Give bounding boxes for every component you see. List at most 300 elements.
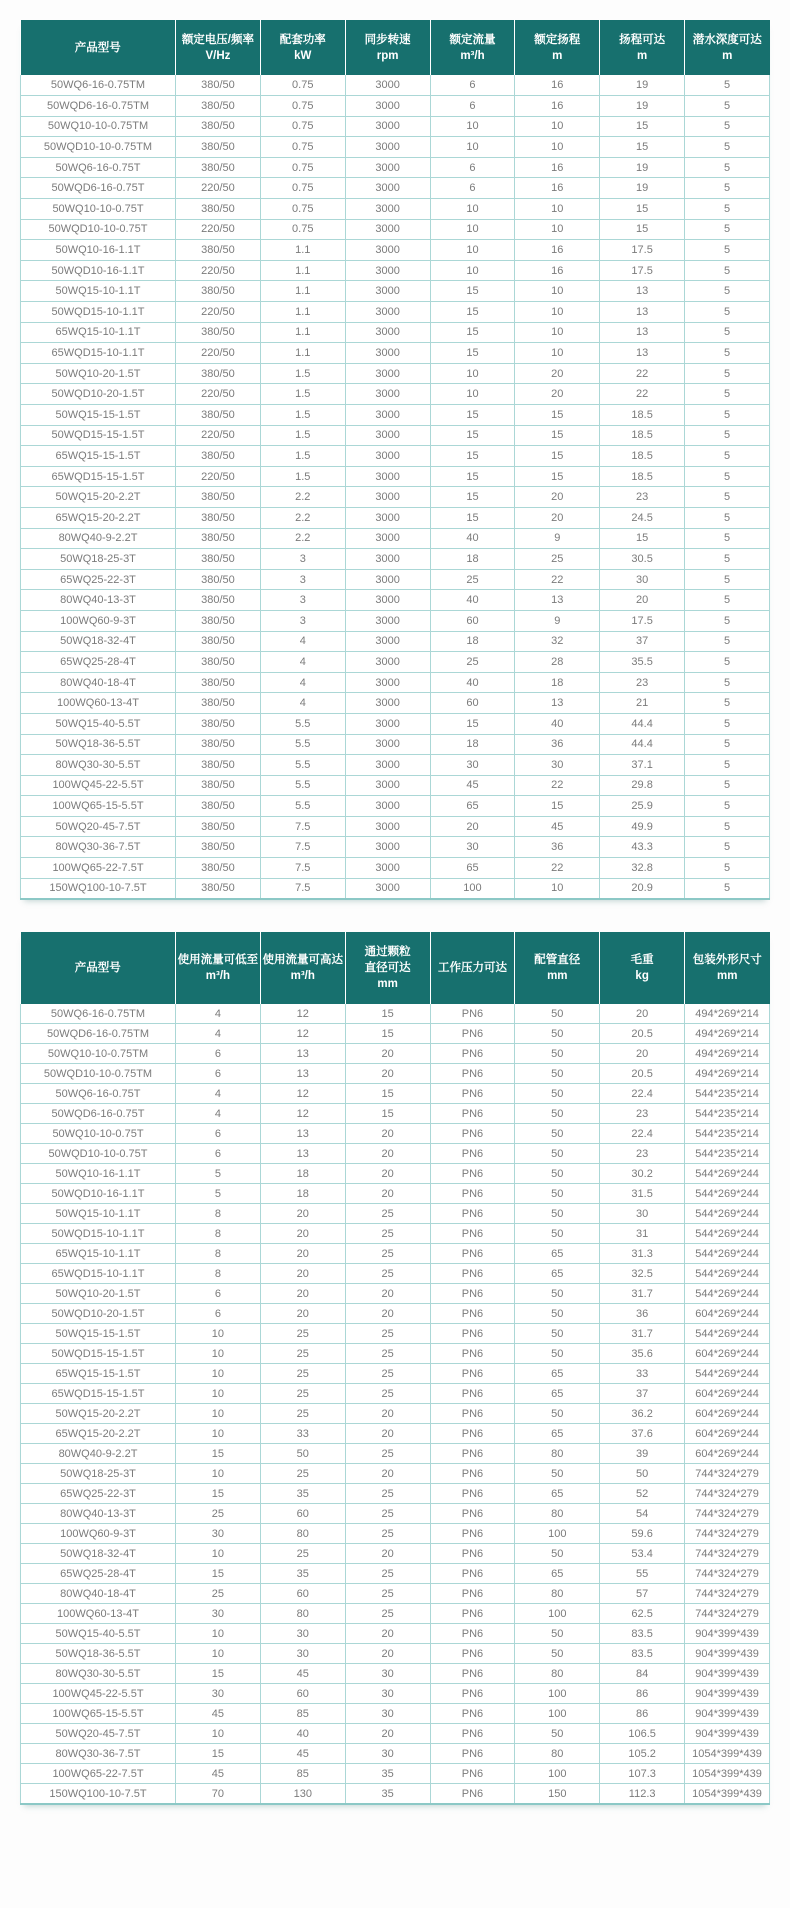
cell-pipe-diameter: 50 xyxy=(515,1404,600,1424)
cell-pipe-diameter: 50 xyxy=(515,1104,600,1124)
table-row xyxy=(21,1184,770,1204)
cell-package-size: 604*269*244 xyxy=(685,1424,770,1444)
cell-max-flow: 20 xyxy=(260,1304,345,1324)
cell-rated-head: 15 xyxy=(515,796,600,817)
header-line: 使用流量可低至 xyxy=(177,953,259,966)
cell-model: 50WQ20-45-7.5T xyxy=(21,1724,176,1744)
cell-min-flow: 6 xyxy=(176,1064,261,1084)
cell-model: 50WQ18-36-5.5T xyxy=(21,1644,176,1664)
cell-working-pressure: PN6 xyxy=(430,1184,515,1204)
cell-voltage-frequency: 380/50 xyxy=(176,775,261,796)
cell-min-flow: 6 xyxy=(176,1144,261,1164)
cell-working-pressure: PN6 xyxy=(430,1524,515,1544)
cell-submersion-depth: 5 xyxy=(685,878,770,899)
cell-max-flow: 33 xyxy=(260,1424,345,1444)
cell-particle-diameter: 15 xyxy=(345,1084,430,1104)
cell-model: 50WQD10-10-0.75TM xyxy=(21,1064,176,1084)
table-row xyxy=(21,1664,770,1684)
cell-model: 80WQ30-30-5.5T xyxy=(21,1664,176,1684)
cell-model: 50WQD6-16-0.75TM xyxy=(21,1024,176,1044)
cell-particle-diameter: 25 xyxy=(345,1344,430,1364)
cell-submersion-depth: 5 xyxy=(685,302,770,323)
cell-power: 3 xyxy=(260,549,345,570)
cell-particle-diameter: 25 xyxy=(345,1364,430,1384)
cell-max-head: 15 xyxy=(600,219,685,240)
cell-model: 100WQ65-15-5.5T xyxy=(21,1704,176,1724)
cell-model: 50WQ6-16-0.75T xyxy=(21,157,176,178)
table-row xyxy=(21,219,770,240)
header-line: 配管直径 xyxy=(534,953,581,966)
cell-package-size: 744*324*279 xyxy=(685,1584,770,1604)
cell-power: 1.1 xyxy=(260,240,345,261)
table-row xyxy=(21,672,770,693)
cell-model: 80WQ40-9-2.2T xyxy=(21,528,176,549)
cell-voltage-frequency: 380/50 xyxy=(176,652,261,673)
cell-pipe-diameter: 65 xyxy=(515,1424,600,1444)
cell-submersion-depth: 5 xyxy=(685,75,770,96)
cell-max-flow: 35 xyxy=(260,1484,345,1504)
cell-working-pressure: PN6 xyxy=(430,1244,515,1264)
cell-rated-head: 22 xyxy=(515,775,600,796)
table-row xyxy=(21,1624,770,1644)
cell-gross-weight: 31 xyxy=(600,1224,685,1244)
cell-voltage-frequency: 380/50 xyxy=(176,75,261,96)
cell-rated-flow: 15 xyxy=(430,343,515,364)
cell-model: 80WQ30-30-5.5T xyxy=(21,755,176,776)
cell-min-flow: 15 xyxy=(176,1444,261,1464)
cell-submersion-depth: 5 xyxy=(685,425,770,446)
cell-rated-flow: 10 xyxy=(430,137,515,158)
cell-model: 50WQ15-15-1.5T xyxy=(21,1324,176,1344)
cell-submersion-depth: 5 xyxy=(685,219,770,240)
cell-rated-flow: 60 xyxy=(430,610,515,631)
header-line: 额定电压/频率 xyxy=(181,33,255,46)
cell-power: 0.75 xyxy=(260,219,345,240)
cell-model: 100WQ65-22-7.5T xyxy=(21,858,176,879)
cell-rated-flow: 10 xyxy=(430,219,515,240)
cell-max-flow: 45 xyxy=(260,1744,345,1764)
cell-speed: 3000 xyxy=(345,631,430,652)
cell-max-flow: 25 xyxy=(260,1404,345,1424)
cell-power: 1.5 xyxy=(260,405,345,426)
cell-submersion-depth: 5 xyxy=(685,199,770,220)
cell-min-flow: 45 xyxy=(176,1764,261,1784)
cell-max-flow: 20 xyxy=(260,1204,345,1224)
header-line: kg xyxy=(635,969,649,982)
cell-max-flow: 12 xyxy=(260,1104,345,1124)
cell-submersion-depth: 5 xyxy=(685,631,770,652)
cell-voltage-frequency: 380/50 xyxy=(176,96,261,117)
cell-model: 80WQ40-9-2.2T xyxy=(21,1444,176,1464)
cell-power: 0.75 xyxy=(260,137,345,158)
cell-submersion-depth: 5 xyxy=(685,96,770,117)
cell-model: 80WQ30-36-7.5T xyxy=(21,1744,176,1764)
cell-gross-weight: 33 xyxy=(600,1364,685,1384)
cell-voltage-frequency: 380/50 xyxy=(176,199,261,220)
cell-speed: 3000 xyxy=(345,322,430,343)
header-line: 额定流量 xyxy=(449,33,496,46)
cell-pipe-diameter: 50 xyxy=(515,1544,600,1564)
header-line: 额定扬程 xyxy=(534,33,581,46)
cell-speed: 3000 xyxy=(345,281,430,302)
cell-gross-weight: 23 xyxy=(600,1104,685,1124)
cell-pipe-diameter: 65 xyxy=(515,1384,600,1404)
cell-gross-weight: 20 xyxy=(600,1004,685,1024)
cell-rated-flow: 40 xyxy=(430,528,515,549)
table-row xyxy=(21,1444,770,1464)
cell-gross-weight: 62.5 xyxy=(600,1604,685,1624)
cell-submersion-depth: 5 xyxy=(685,384,770,405)
cell-package-size: 904*399*439 xyxy=(685,1704,770,1724)
cell-voltage-frequency: 380/50 xyxy=(176,816,261,837)
cell-gross-weight: 31.7 xyxy=(600,1284,685,1304)
cell-voltage-frequency: 220/50 xyxy=(176,302,261,323)
col-header-gross-weight xyxy=(600,932,685,1004)
cell-max-flow: 25 xyxy=(260,1364,345,1384)
cell-model: 50WQ10-10-0.75TM xyxy=(21,1044,176,1064)
cell-model: 65WQD15-15-1.5T xyxy=(21,466,176,487)
col-header-package-size xyxy=(685,932,770,1004)
cell-package-size: 494*269*214 xyxy=(685,1024,770,1044)
header-line: mm xyxy=(547,969,568,982)
cell-voltage-frequency: 220/50 xyxy=(176,384,261,405)
cell-gross-weight: 39 xyxy=(600,1444,685,1464)
cell-particle-diameter: 25 xyxy=(345,1444,430,1464)
cell-max-flow: 13 xyxy=(260,1124,345,1144)
cell-pipe-diameter: 100 xyxy=(515,1524,600,1544)
col-header-pipe-diameter xyxy=(515,932,600,1004)
table-row xyxy=(21,425,770,446)
cell-rated-head: 25 xyxy=(515,549,600,570)
cell-speed: 3000 xyxy=(345,672,430,693)
cell-submersion-depth: 5 xyxy=(685,240,770,261)
cell-pipe-diameter: 50 xyxy=(515,1184,600,1204)
cell-min-flow: 15 xyxy=(176,1664,261,1684)
cell-voltage-frequency: 380/50 xyxy=(176,405,261,426)
cell-model: 50WQD10-20-1.5T xyxy=(21,1304,176,1324)
table-row xyxy=(21,1284,770,1304)
cell-particle-diameter: 25 xyxy=(345,1504,430,1524)
cell-power: 4 xyxy=(260,693,345,714)
cell-power: 5.5 xyxy=(260,755,345,776)
col-header-rated-head xyxy=(515,20,600,75)
cell-gross-weight: 22.4 xyxy=(600,1084,685,1104)
cell-speed: 3000 xyxy=(345,96,430,117)
cell-working-pressure: PN6 xyxy=(430,1384,515,1404)
cell-package-size: 544*235*214 xyxy=(685,1144,770,1164)
cell-rated-head: 13 xyxy=(515,590,600,611)
cell-power: 7.5 xyxy=(260,878,345,899)
cell-rated-flow: 20 xyxy=(430,816,515,837)
cell-speed: 3000 xyxy=(345,507,430,528)
cell-min-flow: 8 xyxy=(176,1244,261,1264)
cell-submersion-depth: 5 xyxy=(685,487,770,508)
cell-speed: 3000 xyxy=(345,693,430,714)
header-line: m xyxy=(722,49,733,62)
cell-speed: 3000 xyxy=(345,137,430,158)
cell-particle-diameter: 30 xyxy=(345,1684,430,1704)
cell-max-flow: 25 xyxy=(260,1384,345,1404)
table-row xyxy=(21,1764,770,1784)
cell-model: 100WQ60-13-4T xyxy=(21,1604,176,1624)
cell-power: 7.5 xyxy=(260,837,345,858)
table-row xyxy=(21,199,770,220)
cell-model: 50WQ20-45-7.5T xyxy=(21,816,176,837)
cell-min-flow: 45 xyxy=(176,1704,261,1724)
cell-package-size: 544*269*244 xyxy=(685,1244,770,1264)
cell-working-pressure: PN6 xyxy=(430,1484,515,1504)
header-line: 直径可达 xyxy=(364,961,411,974)
table-row xyxy=(21,487,770,508)
table-row xyxy=(21,1104,770,1124)
cell-gross-weight: 37.6 xyxy=(600,1424,685,1444)
cell-voltage-frequency: 380/50 xyxy=(176,549,261,570)
cell-rated-flow: 15 xyxy=(430,487,515,508)
cell-model: 50WQD15-15-1.5T xyxy=(21,1344,176,1364)
cell-speed: 3000 xyxy=(345,816,430,837)
cell-rated-head: 10 xyxy=(515,302,600,323)
cell-power: 1.5 xyxy=(260,446,345,467)
cell-max-flow: 130 xyxy=(260,1784,345,1804)
table-row xyxy=(21,569,770,590)
table-row xyxy=(21,507,770,528)
cell-gross-weight: 20 xyxy=(600,1044,685,1064)
cell-model: 50WQ10-16-1.1T xyxy=(21,240,176,261)
cell-power: 1.1 xyxy=(260,322,345,343)
cell-package-size: 744*324*279 xyxy=(685,1564,770,1584)
cell-working-pressure: PN6 xyxy=(430,1324,515,1344)
cell-model: 80WQ40-13-3T xyxy=(21,590,176,611)
cell-particle-diameter: 25 xyxy=(345,1264,430,1284)
cell-max-flow: 40 xyxy=(260,1724,345,1744)
cell-working-pressure: PN6 xyxy=(430,1124,515,1144)
table-row xyxy=(21,1584,770,1604)
header-line: 使用流量可高达 xyxy=(262,953,344,966)
cell-max-head: 15 xyxy=(600,528,685,549)
cell-particle-diameter: 20 xyxy=(345,1144,430,1164)
cell-particle-diameter: 30 xyxy=(345,1744,430,1764)
table-row xyxy=(21,878,770,899)
cell-model: 150WQ100-10-7.5T xyxy=(21,1784,176,1804)
cell-speed: 3000 xyxy=(345,363,430,384)
cell-rated-flow: 18 xyxy=(430,631,515,652)
cell-max-head: 13 xyxy=(600,322,685,343)
cell-max-head: 23 xyxy=(600,672,685,693)
cell-submersion-depth: 5 xyxy=(685,466,770,487)
col-header-max-head xyxy=(600,20,685,75)
cell-model: 65WQ15-15-1.5T xyxy=(21,446,176,467)
cell-submersion-depth: 5 xyxy=(685,796,770,817)
cell-min-flow: 6 xyxy=(176,1044,261,1064)
cell-gross-weight: 107.3 xyxy=(600,1764,685,1784)
cell-rated-flow: 15 xyxy=(430,302,515,323)
table-row xyxy=(21,1064,770,1084)
cell-speed: 3000 xyxy=(345,610,430,631)
cell-pipe-diameter: 100 xyxy=(515,1604,600,1624)
cell-package-size: 904*399*439 xyxy=(685,1664,770,1684)
cell-max-head: 19 xyxy=(600,75,685,96)
cell-min-flow: 10 xyxy=(176,1324,261,1344)
cell-rated-flow: 40 xyxy=(430,672,515,693)
table-row xyxy=(21,755,770,776)
cell-rated-head: 15 xyxy=(515,405,600,426)
table-row xyxy=(21,1524,770,1544)
cell-particle-diameter: 20 xyxy=(345,1724,430,1744)
cell-model: 50WQ18-32-4T xyxy=(21,631,176,652)
cell-rated-head: 9 xyxy=(515,610,600,631)
cell-max-flow: 20 xyxy=(260,1284,345,1304)
cell-particle-diameter: 35 xyxy=(345,1764,430,1784)
table-row xyxy=(21,384,770,405)
cell-submersion-depth: 5 xyxy=(685,507,770,528)
table-row xyxy=(21,713,770,734)
header-line: V/Hz xyxy=(205,49,231,62)
cell-pipe-diameter: 50 xyxy=(515,1124,600,1144)
cell-working-pressure: PN6 xyxy=(430,1544,515,1564)
cell-model: 50WQ6-16-0.75T xyxy=(21,1084,176,1104)
cell-package-size: 544*269*244 xyxy=(685,1184,770,1204)
cell-max-flow: 80 xyxy=(260,1524,345,1544)
cell-rated-head: 13 xyxy=(515,693,600,714)
cell-power: 3 xyxy=(260,569,345,590)
cell-package-size: 544*269*244 xyxy=(685,1204,770,1224)
cell-package-size: 544*269*244 xyxy=(685,1284,770,1304)
cell-rated-flow: 15 xyxy=(430,281,515,302)
cell-voltage-frequency: 380/50 xyxy=(176,713,261,734)
cell-max-flow: 30 xyxy=(260,1644,345,1664)
cell-rated-head: 16 xyxy=(515,157,600,178)
cell-voltage-frequency: 220/50 xyxy=(176,425,261,446)
cell-particle-diameter: 25 xyxy=(345,1224,430,1244)
cell-power: 0.75 xyxy=(260,96,345,117)
cell-model: 150WQ100-10-7.5T xyxy=(21,878,176,899)
cell-speed: 3000 xyxy=(345,713,430,734)
table-row xyxy=(21,157,770,178)
cell-gross-weight: 23 xyxy=(600,1144,685,1164)
cell-submersion-depth: 5 xyxy=(685,549,770,570)
table-row xyxy=(21,693,770,714)
table-row xyxy=(21,1724,770,1744)
cell-model: 50WQ6-16-0.75TM xyxy=(21,1004,176,1024)
cell-model: 65WQD15-10-1.1T xyxy=(21,1264,176,1284)
cell-speed: 3000 xyxy=(345,734,430,755)
cell-max-flow: 20 xyxy=(260,1224,345,1244)
cell-particle-diameter: 35 xyxy=(345,1784,430,1804)
cell-speed: 3000 xyxy=(345,157,430,178)
table-row xyxy=(21,1224,770,1244)
cell-max-flow: 25 xyxy=(260,1544,345,1564)
table-row xyxy=(21,858,770,879)
col-header-working-pressure xyxy=(430,932,515,1004)
cell-model: 50WQD15-10-1.1T xyxy=(21,1224,176,1244)
cell-voltage-frequency: 380/50 xyxy=(176,322,261,343)
cell-particle-diameter: 25 xyxy=(345,1244,430,1264)
cell-package-size: 904*399*439 xyxy=(685,1644,770,1664)
cell-gross-weight: 35.6 xyxy=(600,1344,685,1364)
cell-max-head: 17.5 xyxy=(600,260,685,281)
table-gap xyxy=(20,900,770,932)
table-row xyxy=(21,137,770,158)
cell-max-flow: 13 xyxy=(260,1144,345,1164)
cell-rated-head: 15 xyxy=(515,446,600,467)
table-row xyxy=(21,1784,770,1804)
cell-particle-diameter: 20 xyxy=(345,1424,430,1444)
cell-submersion-depth: 5 xyxy=(685,528,770,549)
cell-speed: 3000 xyxy=(345,219,430,240)
table-row xyxy=(21,610,770,631)
cell-gross-weight: 83.5 xyxy=(600,1644,685,1664)
cell-model: 50WQ10-10-0.75T xyxy=(21,1124,176,1144)
cell-submersion-depth: 5 xyxy=(685,693,770,714)
cell-rated-flow: 25 xyxy=(430,569,515,590)
cell-package-size: 1054*399*439 xyxy=(685,1764,770,1784)
cell-package-size: 904*399*439 xyxy=(685,1624,770,1644)
cell-speed: 3000 xyxy=(345,425,430,446)
cell-power: 5.5 xyxy=(260,734,345,755)
cell-package-size: 744*324*279 xyxy=(685,1484,770,1504)
cell-gross-weight: 30 xyxy=(600,1204,685,1224)
cell-power: 4 xyxy=(260,672,345,693)
cell-power: 4 xyxy=(260,631,345,652)
table-row xyxy=(21,837,770,858)
col-header-model xyxy=(21,20,176,75)
cell-working-pressure: PN6 xyxy=(430,1004,515,1024)
cell-model: 100WQ45-22-5.5T xyxy=(21,775,176,796)
cell-model: 65WQ15-10-1.1T xyxy=(21,1244,176,1264)
cell-working-pressure: PN6 xyxy=(430,1344,515,1364)
cell-min-flow: 5 xyxy=(176,1164,261,1184)
cell-max-head: 19 xyxy=(600,96,685,117)
cell-working-pressure: PN6 xyxy=(430,1264,515,1284)
cell-model: 65WQ15-20-2.2T xyxy=(21,1424,176,1444)
cell-rated-head: 22 xyxy=(515,569,600,590)
cell-rated-flow: 30 xyxy=(430,837,515,858)
cell-max-head: 37.1 xyxy=(600,755,685,776)
cell-rated-head: 10 xyxy=(515,878,600,899)
cell-model: 50WQD10-16-1.1T xyxy=(21,260,176,281)
col-header-submersion-depth xyxy=(685,20,770,75)
cell-particle-diameter: 15 xyxy=(345,1004,430,1024)
cell-package-size: 544*269*244 xyxy=(685,1364,770,1384)
cell-model: 50WQD6-16-0.75TM xyxy=(21,96,176,117)
cell-max-head: 18.5 xyxy=(600,446,685,467)
cell-pipe-diameter: 50 xyxy=(515,1324,600,1344)
cell-speed: 3000 xyxy=(345,549,430,570)
table-row xyxy=(21,1544,770,1564)
cell-max-flow: 30 xyxy=(260,1624,345,1644)
cell-rated-flow: 6 xyxy=(430,75,515,96)
cell-package-size: 544*235*214 xyxy=(685,1124,770,1144)
cell-particle-diameter: 20 xyxy=(345,1184,430,1204)
cell-voltage-frequency: 380/50 xyxy=(176,116,261,137)
cell-rated-head: 20 xyxy=(515,384,600,405)
cell-min-flow: 4 xyxy=(176,1004,261,1024)
cell-model: 65WQ25-22-3T xyxy=(21,1484,176,1504)
cell-min-flow: 4 xyxy=(176,1104,261,1124)
cell-speed: 3000 xyxy=(345,569,430,590)
cell-package-size: 604*269*244 xyxy=(685,1344,770,1364)
cell-voltage-frequency: 380/50 xyxy=(176,755,261,776)
table-row xyxy=(21,302,770,323)
table-row xyxy=(21,281,770,302)
cell-rated-head: 10 xyxy=(515,199,600,220)
cell-voltage-frequency: 380/50 xyxy=(176,157,261,178)
cell-gross-weight: 37 xyxy=(600,1384,685,1404)
cell-particle-diameter: 25 xyxy=(345,1324,430,1344)
cell-gross-weight: 86 xyxy=(600,1684,685,1704)
cell-pipe-diameter: 65 xyxy=(515,1244,600,1264)
cell-voltage-frequency: 380/50 xyxy=(176,240,261,261)
